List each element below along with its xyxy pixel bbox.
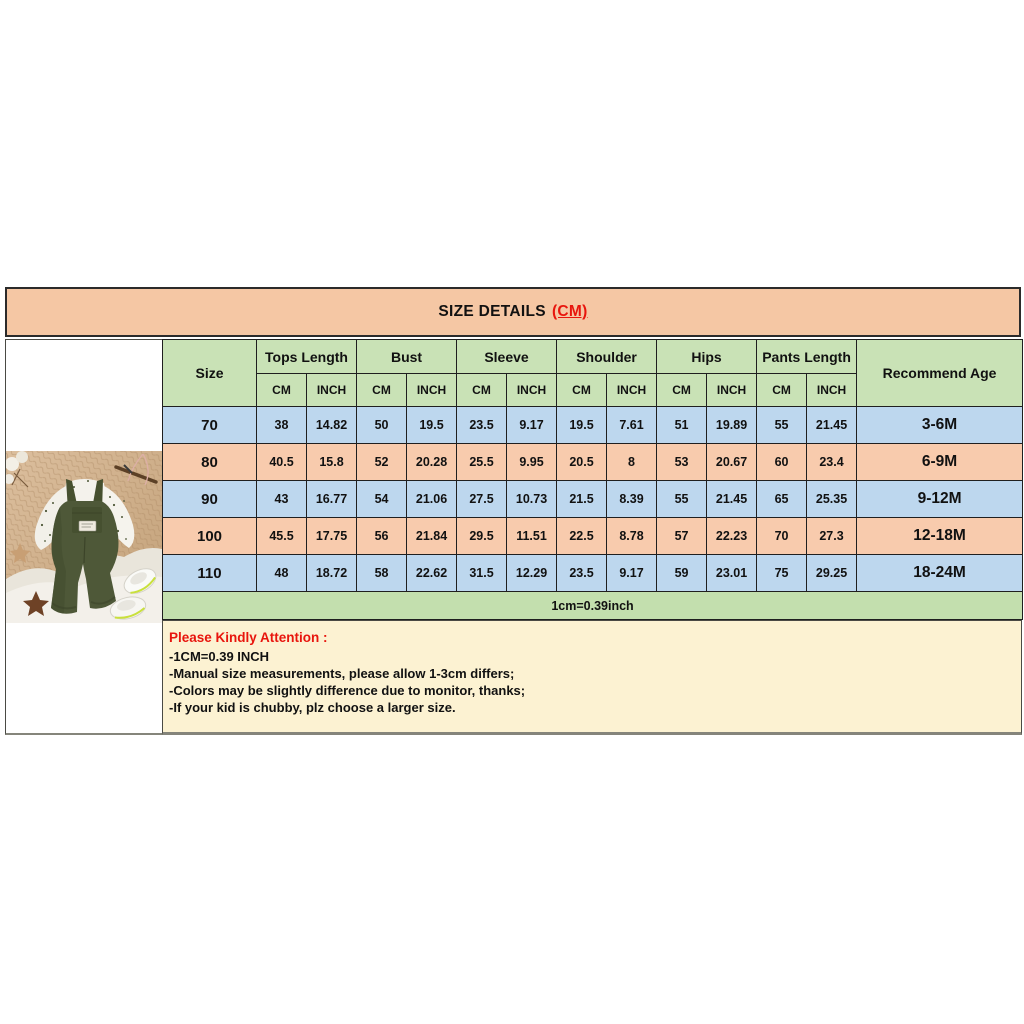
col-group-bust: Bust [357, 340, 457, 374]
size-row-110 [163, 555, 1023, 592]
product-photo-cell [5, 339, 163, 735]
measurement-value: 23.01 [707, 555, 757, 592]
measurement-value: 56 [357, 518, 407, 555]
attention-note-box [162, 620, 1022, 735]
col-header-inch: INCH [707, 374, 757, 407]
col-header-inch: INCH [607, 374, 657, 407]
recommend-age-value: 9-12M [857, 481, 1023, 518]
measurement-value: 8.39 [607, 481, 657, 518]
measurement-value: 54 [357, 481, 407, 518]
measurement-value: 27.5 [457, 481, 507, 518]
measurement-value: 57 [657, 518, 707, 555]
measurement-value: 58 [357, 555, 407, 592]
measurement-value: 40.5 [257, 444, 307, 481]
col-header-cm: CM [757, 374, 807, 407]
measurement-value: 31.5 [457, 555, 507, 592]
size-row-80 [163, 444, 1023, 481]
measurement-value: 20.28 [407, 444, 457, 481]
size-value: 70 [163, 407, 257, 444]
measurement-value: 21.45 [807, 407, 857, 444]
measurement-value: 21.06 [407, 481, 457, 518]
measurement-value: 19.5 [407, 407, 457, 444]
measurement-value: 70 [757, 518, 807, 555]
measurement-value: 59 [657, 555, 707, 592]
banner-unit-cm: (CM) [551, 303, 588, 320]
size-table-wrap [162, 339, 1023, 620]
measurement-value: 15.8 [307, 444, 357, 481]
measurement-value: 7.61 [607, 407, 657, 444]
col-group-sleeve: Sleeve [457, 340, 557, 374]
measurement-value: 14.82 [307, 407, 357, 444]
measurement-value: 25.5 [457, 444, 507, 481]
measurement-value: 16.77 [307, 481, 357, 518]
col-header-cm: CM [257, 374, 307, 407]
attention-title: Please Kindly Attention : [169, 630, 328, 645]
measurement-value: 9.17 [507, 407, 557, 444]
col-header-cm: CM [457, 374, 507, 407]
overalls-label [79, 521, 96, 531]
measurement-value: 22.5 [557, 518, 607, 555]
col-group-shoulder: Shoulder [557, 340, 657, 374]
size-row-100 [163, 518, 1023, 555]
measurement-value: 22.23 [707, 518, 757, 555]
col-header-inch: INCH [307, 374, 357, 407]
recommend-age-value: 6-9M [857, 444, 1023, 481]
attention-line-2: -Manual size measurements, please allow 1-3cm differs; [169, 666, 515, 681]
conversion-note: 1cm=0.39inch [163, 592, 1023, 620]
measurement-value: 18.72 [307, 555, 357, 592]
measurement-value: 65 [757, 481, 807, 518]
measurement-value: 19.89 [707, 407, 757, 444]
col-header-size: Size [163, 340, 257, 407]
col-header-inch: INCH [507, 374, 557, 407]
measurement-value: 29.5 [457, 518, 507, 555]
measurement-value: 50 [357, 407, 407, 444]
measurement-value: 60 [757, 444, 807, 481]
measurement-value: 43 [257, 481, 307, 518]
measurement-value: 51 [657, 407, 707, 444]
size-details-banner [5, 287, 1021, 337]
measurement-value: 75 [757, 555, 807, 592]
measurement-value: 9.17 [607, 555, 657, 592]
col-header-inch: INCH [807, 374, 857, 407]
measurement-value: 23.4 [807, 444, 857, 481]
measurement-value: 27.3 [807, 518, 857, 555]
col-header-inch: INCH [407, 374, 457, 407]
size-row-70 [163, 407, 1023, 444]
measurement-value: 23.5 [557, 555, 607, 592]
attention-line-3: -Colors may be slightly difference due to monitor, thanks; [169, 683, 526, 698]
measurement-value: 25.35 [807, 481, 857, 518]
col-group-tops-length: Tops Length [257, 340, 357, 374]
measurement-value: 29.25 [807, 555, 857, 592]
measurement-value: 23.5 [457, 407, 507, 444]
size-value: 110 [163, 555, 257, 592]
col-header-cm: CM [557, 374, 607, 407]
measurement-value: 55 [757, 407, 807, 444]
recommend-age-value: 3-6M [857, 407, 1023, 444]
measurement-value: 52 [357, 444, 407, 481]
size-table [162, 339, 1023, 620]
measurement-value: 9.95 [507, 444, 557, 481]
banner-title: SIZE DETAILS [438, 303, 546, 320]
attention-line-1: -1CM=0.39 INCH [169, 649, 270, 664]
measurement-value: 21.5 [557, 481, 607, 518]
recommend-age-value: 12-18M [857, 518, 1023, 555]
product-photo [6, 451, 162, 623]
col-header-recommend-age: Recommend Age [857, 340, 1023, 407]
measurement-value: 38 [257, 407, 307, 444]
measurement-value: 48 [257, 555, 307, 592]
col-group-hips: Hips [657, 340, 757, 374]
col-header-cm: CM [657, 374, 707, 407]
measurement-value: 8 [607, 444, 657, 481]
measurement-value: 19.5 [557, 407, 607, 444]
measurement-value: 20.5 [557, 444, 607, 481]
conversion-row [163, 592, 1023, 620]
measurement-value: 21.45 [707, 481, 757, 518]
measurement-value: 22.62 [407, 555, 457, 592]
measurement-value: 53 [657, 444, 707, 481]
attention-line-4: -If your kid is chubby, plz choose a larger size. [169, 700, 456, 715]
col-group-pants-length: Pants Length [757, 340, 857, 374]
measurement-value: 17.75 [307, 518, 357, 555]
measurement-value: 20.67 [707, 444, 757, 481]
measurement-value: 45.5 [257, 518, 307, 555]
measurement-value: 8.78 [607, 518, 657, 555]
measurement-value: 55 [657, 481, 707, 518]
measurement-value: 10.73 [507, 481, 557, 518]
measurement-value: 12.29 [507, 555, 557, 592]
size-value: 100 [163, 518, 257, 555]
measurement-value: 11.51 [507, 518, 557, 555]
size-row-90 [163, 481, 1023, 518]
col-header-cm: CM [357, 374, 407, 407]
size-value: 90 [163, 481, 257, 518]
measurement-value: 21.84 [407, 518, 457, 555]
recommend-age-value: 18-24M [857, 555, 1023, 592]
size-value: 80 [163, 444, 257, 481]
